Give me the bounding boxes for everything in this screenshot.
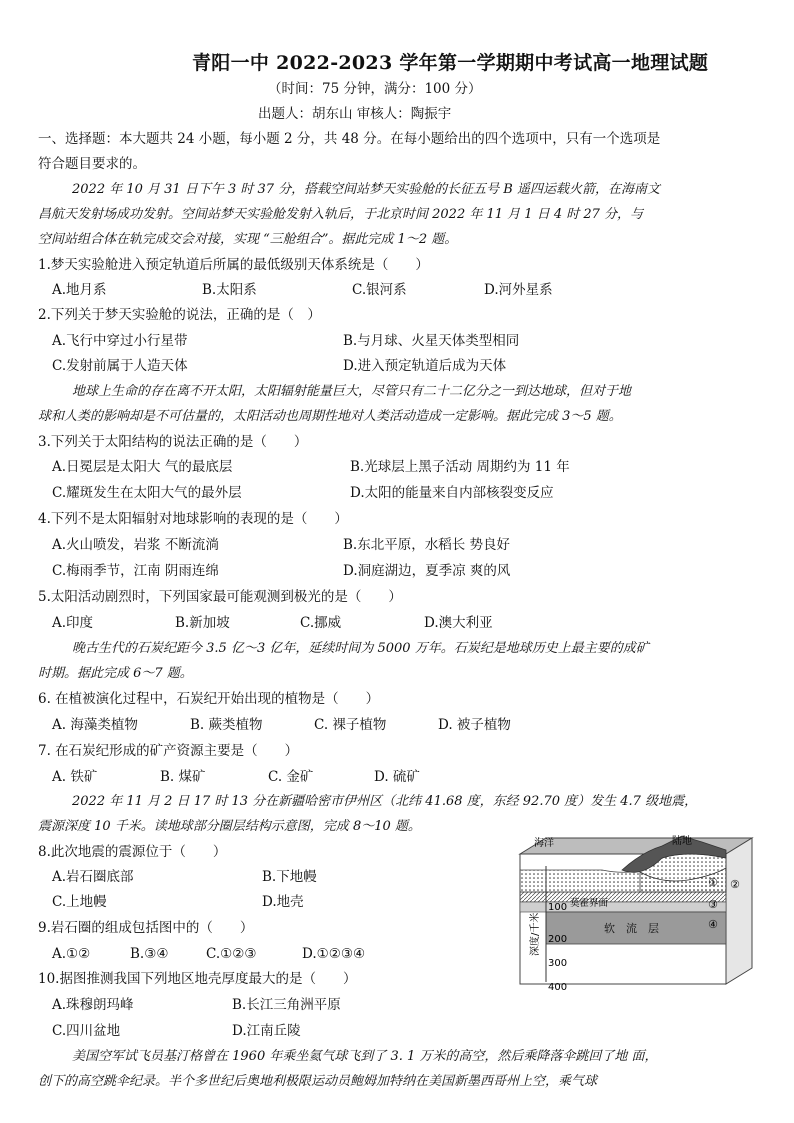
passage-4-line2: 震源深度 10 千米。读地球部分圈层结构示意图，完成 8～10 题。	[38, 819, 421, 834]
tick-400: 400	[548, 982, 568, 993]
q9-option-a[interactable]: A.①②	[52, 946, 91, 962]
marker-1: ①	[708, 876, 718, 889]
passage-2-line1: 地球上生命的存在离不开太阳，太阳辐射能量巨大，尽管只有二十二亿分之一到达地球，但对于地	[72, 384, 632, 399]
q8-option-b[interactable]: B.下地幔	[262, 869, 317, 885]
question-8-stem: 8.此次地震的震源位于（ ）	[38, 844, 227, 860]
question-2-stem: 2.下列关于梦天实验舱的说法，正确的是（ ）	[38, 307, 321, 323]
q3-option-a[interactable]: A.日冕层是太阳大 气的最底层	[52, 459, 233, 475]
passage-1-line1: 2022 年 10 月 31 日下午 3 时 37 分，搭载空间站梦天实验舱的长征五号 B 遥四运载火箭，在海南文	[72, 182, 660, 197]
question-1-stem: 1.梦天实验舱进入预定轨道后所属的最低级别天体系统是（ ）	[38, 257, 429, 273]
tick-200: 200	[548, 934, 568, 945]
marker-2: ②	[730, 878, 740, 891]
section-instruction-line2: 符合题目要求的。	[38, 156, 146, 172]
q6-option-c[interactable]: C. 裸子植物	[314, 717, 387, 733]
marker-4: ④	[708, 918, 718, 931]
q8-option-d[interactable]: D.地壳	[262, 894, 304, 910]
q7-option-c[interactable]: C. 金矿	[268, 769, 314, 785]
q1-option-b[interactable]: B.太阳系	[202, 282, 257, 298]
q8-option-a[interactable]: A.岩石圈底部	[52, 869, 134, 885]
label-ocean: 海洋	[534, 838, 554, 849]
exam-authors: 出题人：胡东山 审核人：陶振宇	[258, 106, 452, 122]
section-instruction-line1: 一、选择题：本大题共 24 小题，每小题 2 分，共 48 分。在每小题给出的四个选项中，只有一个选项是	[38, 131, 661, 147]
question-5-stem: 5.太阳活动剧烈时，下列国家最可能观测到极光的是（ ）	[38, 589, 402, 605]
passage-3-line1: 晚古生代的石炭纪距今 3.5 亿～3 亿年，延续时间为 5000 万年。石炭纪是地球历史上最主要的成矿	[72, 641, 649, 656]
q4-option-d[interactable]: D.洞庭湖边，夏季凉 爽的风	[343, 563, 511, 579]
q3-option-c[interactable]: C.耀斑发生在太阳大气的最外层	[52, 485, 242, 501]
q9-option-d[interactable]: D.①②③④	[302, 946, 366, 962]
passage-1-line3: 空间站组合体在轨完成交会对接，实现 “三舱组合”。据此完成 1～2 题。	[38, 232, 458, 247]
question-7-stem: 7. 在石炭纪形成的矿产资源主要是（ ）	[38, 743, 299, 759]
q7-option-b[interactable]: B. 煤矿	[160, 769, 206, 785]
axis-label-depth: 深度/千米	[530, 912, 541, 956]
passage-2-line2: 球和人类的影响却是不可估量的，太阳活动也周期性地对人类活动造成一定影响。据此完成 3～5 题。	[38, 409, 622, 424]
q5-option-b[interactable]: B.新加坡	[175, 615, 230, 631]
question-10-stem: 10.据图推测我国下列地区地壳厚度最大的是（ ）	[38, 971, 357, 987]
q9-option-c[interactable]: C.①②③	[206, 946, 257, 962]
passage-5-line1: 美国空军试飞员基汀格曾在 1960 年乘坐氦气球飞到了 3. 1 万米的高空，然后乘降落伞跳回了地 面，	[72, 1049, 658, 1064]
q10-option-c[interactable]: C.四川盆地	[52, 1023, 121, 1039]
q10-option-d[interactable]: D.江南丘陵	[232, 1023, 301, 1039]
q1-option-d[interactable]: D.河外星系	[484, 282, 553, 298]
q2-option-d[interactable]: D.进入预定轨道后成为天体	[343, 358, 507, 374]
exam-time: （时间：75 分钟，满分：100 分）	[268, 81, 482, 97]
q6-option-d[interactable]: D. 被子植物	[438, 717, 511, 733]
tick-100: 100	[548, 902, 568, 913]
passage-5-line2: 创下的高空跳伞纪录。半个多世纪后奥地利极限运动员鲍姆加特纳在美国新墨西哥州上空，乘气球	[38, 1074, 598, 1089]
passage-4-line1: 2022 年 11 月 2 日 17 时 13 分在新疆哈密市伊州区（北纬 41.68 度，东经 92.70 度）发生 4.7 级地震，	[72, 794, 698, 809]
q6-option-a[interactable]: A. 海藻类植物	[52, 717, 138, 733]
q5-option-c[interactable]: C.挪威	[300, 615, 342, 631]
tick-300: 300	[548, 958, 568, 969]
q1-option-c[interactable]: C.银河系	[352, 282, 407, 298]
q1-option-a[interactable]: A.地月系	[52, 282, 107, 298]
q3-option-d[interactable]: D.太阳的能量来自内部核裂变反应	[350, 485, 554, 501]
q2-option-b[interactable]: B.与月球、火星天体类型相同	[343, 333, 520, 349]
q2-option-c[interactable]: C.发射前属于人造天体	[52, 358, 188, 374]
q3-option-b[interactable]: B.光球层上黑子活动 周期约为 11 年	[350, 459, 570, 475]
question-9-stem: 9.岩石圈的组成包括图中的（ ）	[38, 920, 254, 936]
label-moho: 莫霍界面	[570, 898, 609, 909]
q9-option-b[interactable]: B.③④	[130, 946, 169, 962]
q8-option-c[interactable]: C.上地幔	[52, 894, 107, 910]
question-3-stem: 3.下列关于太阳结构的说法正确的是（ ）	[38, 434, 308, 450]
q10-option-b[interactable]: B.长江三角洲平原	[232, 997, 341, 1013]
marker-3: ③	[708, 898, 718, 911]
page-title: 青阳一中 2022-2023 学年第一学期期中考试高一地理试题	[192, 52, 709, 74]
q7-option-a[interactable]: A. 铁矿	[52, 769, 98, 785]
q4-option-a[interactable]: A.火山喷发，岩浆 不断流淌	[52, 537, 219, 553]
label-asthenosphere: 软 流 层	[604, 922, 659, 935]
label-land: 陆地	[672, 836, 692, 847]
q7-option-d[interactable]: D. 硫矿	[374, 769, 420, 785]
earth-layers-diagram	[512, 832, 784, 1002]
q4-option-c[interactable]: C.梅雨季节，江南 阴雨连绵	[52, 563, 219, 579]
q4-option-b[interactable]: B.东北平原，水稻长 势良好	[343, 537, 511, 553]
q5-option-d[interactable]: D.澳大利亚	[424, 615, 493, 631]
q6-option-b[interactable]: B. 蕨类植物	[190, 717, 263, 733]
question-6-stem: 6. 在植被演化过程中，石炭纪开始出现的植物是（ ）	[38, 691, 380, 707]
q10-option-a[interactable]: A.珠穆朗玛峰	[52, 997, 134, 1013]
q5-option-a[interactable]: A.印度	[52, 615, 94, 631]
q2-option-a[interactable]: A.飞行中穿过小行星带	[52, 333, 188, 349]
passage-3-line2: 时期。据此完成 6～7 题。	[38, 666, 193, 681]
question-4-stem: 4.下列不是太阳辐射对地球影响的表现的是（ ）	[38, 511, 348, 527]
passage-1-line2: 昌航天发射场成功发射。空间站梦天实验舱发射入轨后，于北京时间 2022 年 11 月 1 日 4 时 27 分，与	[38, 207, 644, 222]
